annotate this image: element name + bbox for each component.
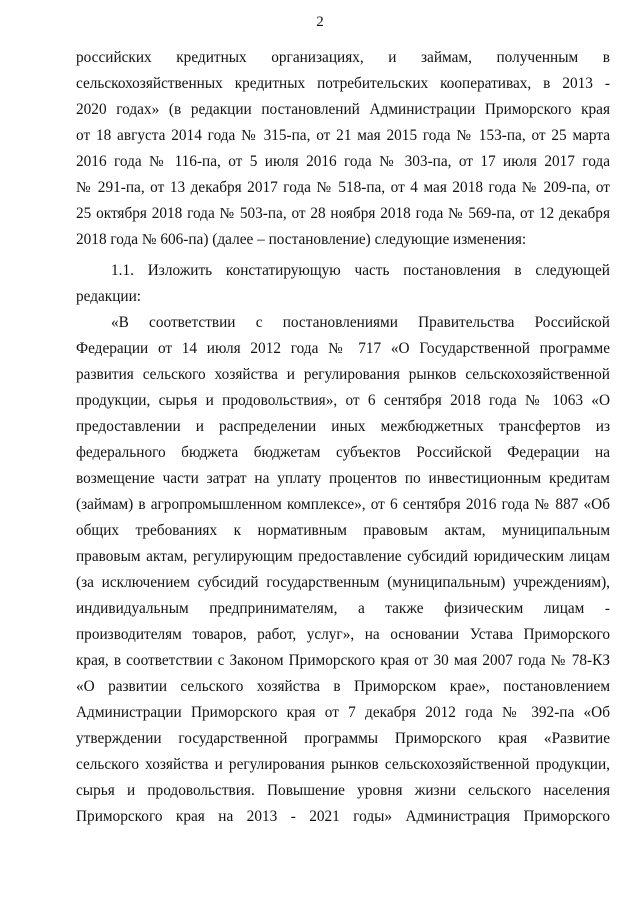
text-line: сельскохозяйственных кредитных потребительских кооперативах, в 2013 - (76, 75, 610, 92)
text-line: 2018 года № 606-па) (далее – постановление) следующие изменения: (76, 231, 527, 248)
text-line: производителям товаров, работ, услуг», на основании Устава Приморского (76, 626, 610, 643)
text-line: редакции: (76, 288, 142, 305)
text-line: индивидуальным предпринимателям, а также физическим лицам - (76, 600, 610, 617)
text-line: продукции, сырья и продовольствия», от 6 сентября 2018 года № 1063 «О (76, 392, 610, 409)
text-line: Администрации Приморского края от 7 декабря 2012 года № 392-па «Об (76, 704, 610, 721)
text-line: возмещение части затрат на уплату процентов по инвестиционным кредитам (76, 470, 610, 487)
text-line: утверждении государственной программы Приморского края «Развитие (76, 730, 610, 747)
text-line: № 291-па, от 13 декабря 2017 года № 518-па, от 4 мая 2018 года № 209-па, от (76, 179, 610, 196)
text-line: правовым актам, регулирующим предоставление субсидий юридическим лицам (76, 548, 610, 565)
text-line: (займам) в агропромышленном комплексе», от 6 сентября 2016 года № 887 «Об (76, 496, 610, 513)
text-line: 1.1. Изложить констатирующую часть постановления в следующей (111, 262, 610, 279)
text-line: 25 октября 2018 года № 503-па, от 28 ноября 2018 года № 569-па, от 12 декабря (76, 205, 610, 222)
text-line: 2016 года № 116-па, от 5 июля 2016 года № 303-па, от 17 июля 2017 года (76, 153, 610, 170)
text-line: сельского хозяйства и регулирования рынков сельскохозяйственной продукции, (76, 756, 610, 773)
text-line: «В соответствии с постановлениями Правительства Российской (111, 314, 610, 331)
text-line: сырья и продовольствия. Повышение уровня жизни сельского населения (76, 782, 610, 799)
text-line: от 18 августа 2014 года № 315-па, от 21 мая 2015 года № 153-па, от 25 марта (76, 127, 610, 144)
page-number: 2 (316, 14, 324, 30)
text-line: общих требованиях к нормативным правовым актам, муниципальным (76, 522, 610, 539)
text-line: (за исключением субсидий государственным (муниципальным) учреждениям), (76, 574, 610, 591)
text-line: Приморского края на 2013 - 2021 годы» Администрация Приморского (76, 808, 610, 825)
text-line: развития сельского хозяйства и регулирования рынков сельскохозяйственной (76, 366, 610, 383)
text-line: предоставлении и распределении иных межбюджетных трансфертов из (76, 418, 610, 435)
text-line: «О развитии сельского хозяйства в Приморском крае», постановлением (76, 678, 610, 695)
text-line: края, в соответствии с Законом Приморского края от 30 мая 2007 года № 78-КЗ (76, 652, 610, 669)
text-line: 2020 годах» (в редакции постановлений Администрации Приморского края (76, 101, 610, 118)
text-line: федерального бюджета бюджетам субъектов Российской Федерации на (76, 444, 610, 461)
text-line: Федерации от 14 июля 2012 года № 717 «О Государственной программе (76, 340, 610, 357)
text-line: российских кредитных организациях, и займам, полученным в (76, 49, 610, 66)
